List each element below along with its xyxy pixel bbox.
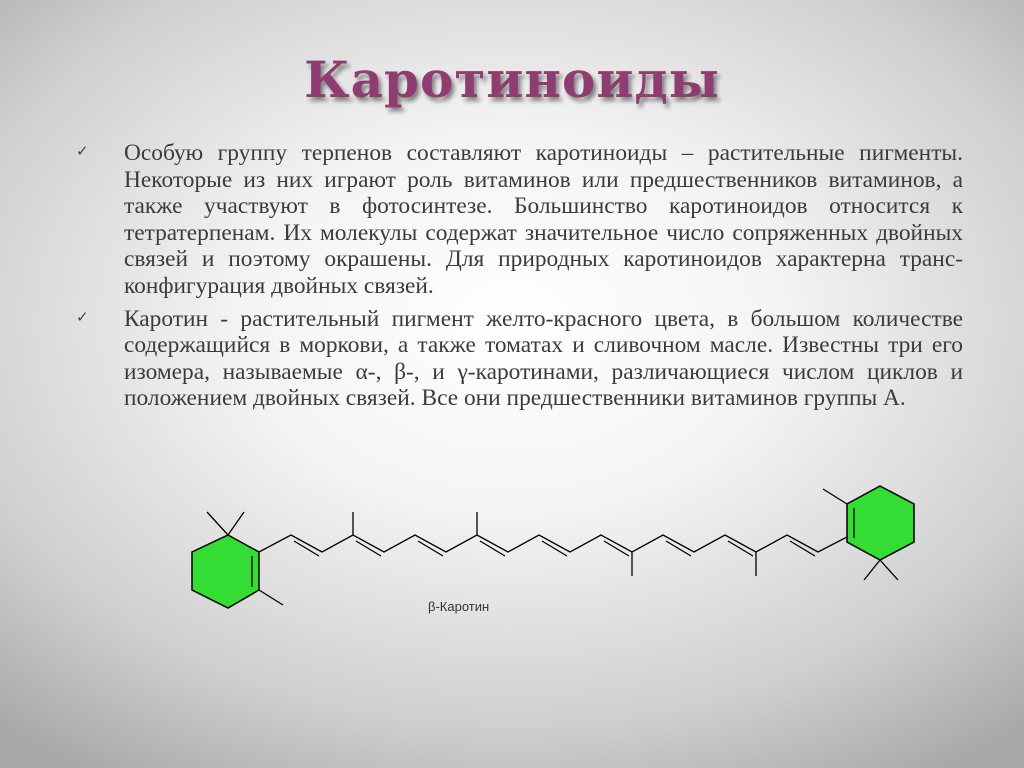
checkmark-icon: ✓ xyxy=(76,307,89,326)
bullet-item xyxy=(76,306,963,412)
bullet-item xyxy=(76,140,963,300)
bullet-text: Особую группу терпенов составляют каротиноиды – растительные пигменты. Некоторые из них играют роль витаминов или предшественников витаминов, а также участвуют в фотосинтезе. Большинство каротиноидов относится к тетратерпенам. Их молекулы содержат значительное число сопряженных двойных связей и поэтому окрашены. Для природных каротиноидов характерна транс-конфигурация двойных связей. xyxy=(124,140,963,299)
beta-carotene-structure xyxy=(180,478,920,618)
bullet-list xyxy=(76,140,963,418)
checkmark-icon: ✓ xyxy=(76,142,89,160)
left-ring xyxy=(192,535,259,608)
right-ring xyxy=(847,486,914,560)
bullet-text: Каротин - растительный пигмент желто-красного цвета, в большом количестве содержащийся в моркови, а также томатах и сливочном масле. Известны три его изомера, называемые α-, β-, и γ-каротинами, различающиеся числом циклов и положением двойных связей. Все они предшественники витаминов группы А. xyxy=(124,305,963,412)
slide-title: Каротиноиды xyxy=(304,50,720,109)
molecule-label: β-Каротин xyxy=(428,599,490,614)
